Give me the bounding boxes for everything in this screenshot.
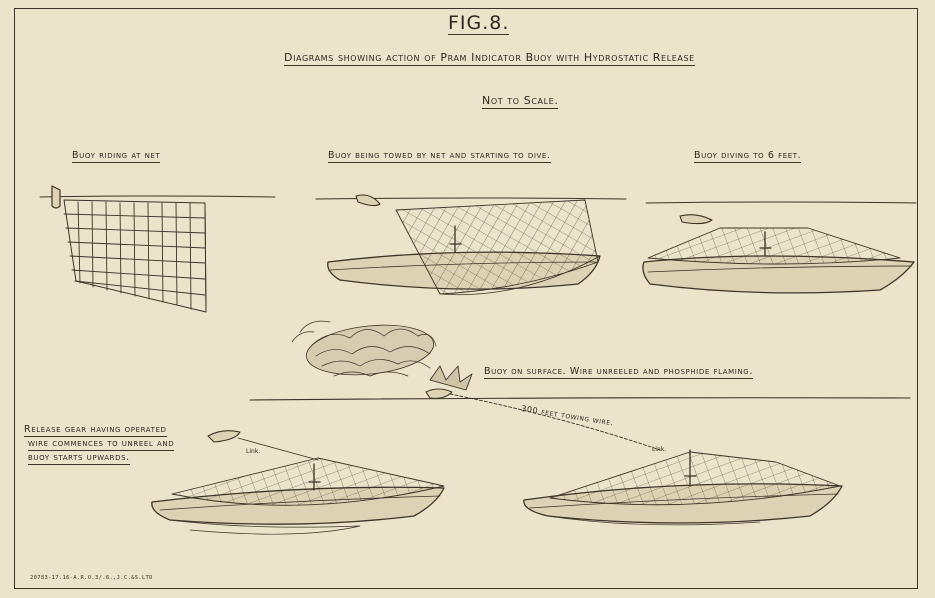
figure-title: Diagrams showing action of Pram Indicator Buoy with Hydrostatic Release <box>284 51 695 64</box>
panel-wire-unreeling <box>524 450 842 525</box>
caption-buoy-towed: Buoy being towed by net and starting to dive. <box>328 150 551 161</box>
tow-buoy-3 <box>680 215 712 224</box>
panel-buoy-diving <box>643 202 916 293</box>
panel-buoy-towed <box>316 195 626 295</box>
towing-wire-label: 300 feet towing wire. <box>520 404 615 428</box>
net-over-hull-3 <box>648 228 900 264</box>
panel-release-gear <box>152 431 444 535</box>
panel-buoy-riding <box>40 186 275 312</box>
rising-buoy-left <box>208 431 240 442</box>
towing-wire-line <box>450 394 660 450</box>
caption-buoy-diving: Buoy diving to 6 feet. <box>694 150 802 161</box>
sea-surface-1 <box>40 196 275 197</box>
link-label-left: Link. <box>246 448 261 455</box>
caption-release-line2: wire commences to unreel and <box>28 438 175 449</box>
scale-note: Not to Scale. <box>482 94 559 107</box>
surfaced-buoy <box>426 389 452 398</box>
caption-release-line1: Release gear having operated <box>24 424 167 435</box>
tow-buoy-2 <box>356 195 380 206</box>
figure-number: FIG.8. <box>448 12 510 34</box>
panel-buoy-surface <box>250 319 910 450</box>
caption-release-line3: buoy starts upwards. <box>28 452 130 463</box>
net-mesh-1 <box>64 202 206 312</box>
caption-buoy-surface: Buoy on surface. Wire unreeled and phosphide flaming. <box>484 366 753 377</box>
sea-surface-4 <box>250 398 910 400</box>
smoke-cloud <box>304 319 436 380</box>
flame-burst <box>430 366 472 390</box>
print-reference: 20783-17.16-A.R.O.3/.6.,J.C.&S.LTD <box>30 575 153 581</box>
buoy-float-1 <box>52 186 60 208</box>
sea-surface-3 <box>646 202 916 203</box>
caption-buoy-riding: Buoy riding at net <box>72 150 161 161</box>
link-label-right: Link. <box>652 446 667 453</box>
